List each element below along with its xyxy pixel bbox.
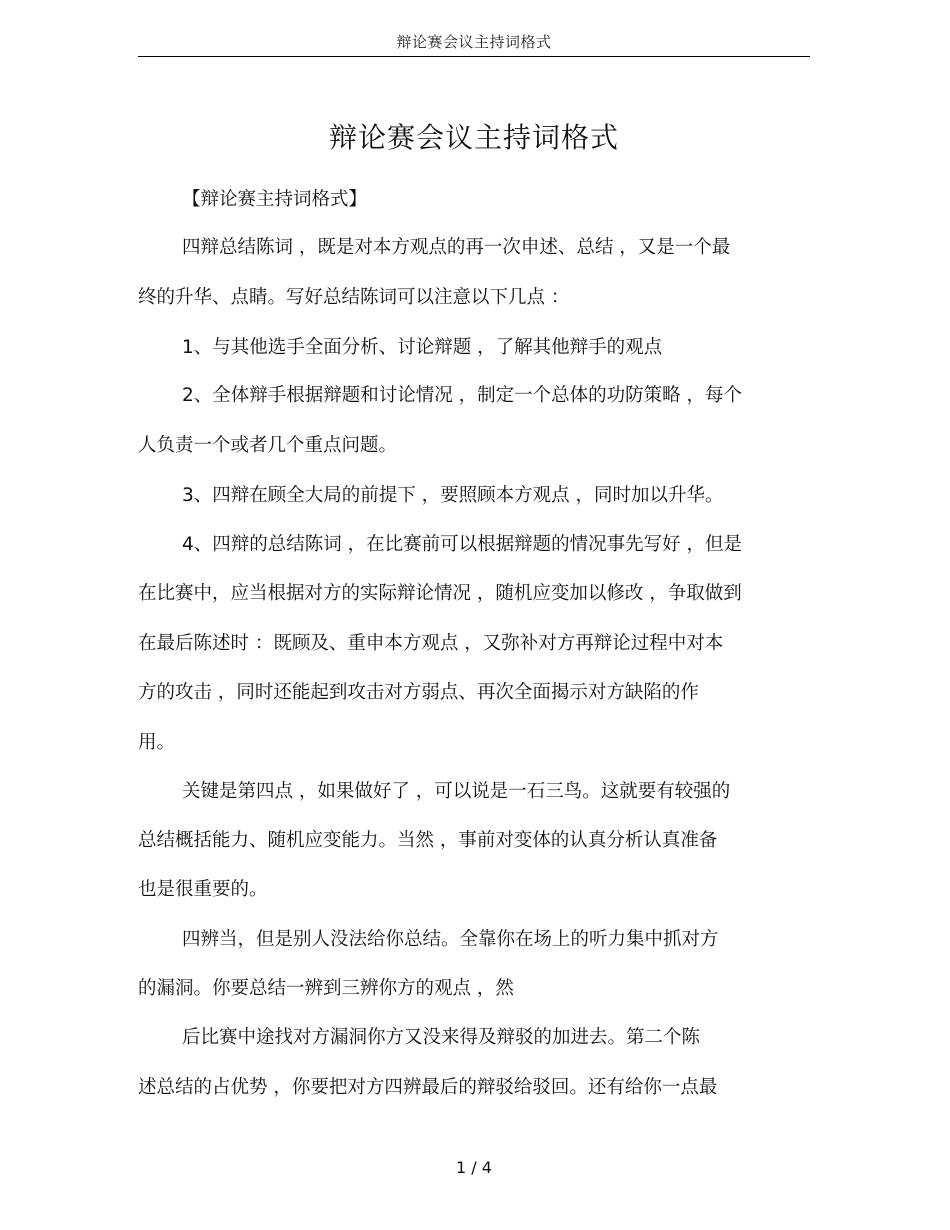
paragraph-line: 3、四辩在顾全大局的前提下 ，要照顾本方观点 ，同时加以升华。 xyxy=(182,485,724,506)
paragraph-line: 方的攻击 ，同时还能起到攻击对方弱点、再次全面揭示对方缺陷的作 xyxy=(138,682,699,703)
paragraph-line: 在比赛中，应当根据对方的实际辩论情况 ，随机应变加以修改 ，争取做到 xyxy=(138,583,742,604)
paragraph-line: 关键是第四点 ，如果做好了 ，可以说是一石三鸟。这就要有较强的 xyxy=(182,781,731,802)
paragraph-line: 总结概括能力、随机应变能力。当然 ，事前对变体的认真分析认真准备 xyxy=(138,830,718,851)
page-number: 1 / 4 xyxy=(456,1158,492,1177)
paragraph-line: 终的升华、点睛。写好总结陈词可以注意以下几点 ： xyxy=(138,287,570,308)
header-divider xyxy=(138,56,810,57)
document-title: 辩论赛会议主持词格式 xyxy=(328,121,619,154)
paragraph-line: 1、与其他选手全面分析、讨论辩题 ，了解其他辩手的观点 xyxy=(182,337,663,358)
paragraph-line: 后比赛中途找对方漏洞你方又没来得及辩驳的加进去。第二个陈 xyxy=(182,1027,701,1048)
paragraph-line: 用。 xyxy=(138,732,176,753)
paragraph-line: 人负责一个或者几个重点问题。 xyxy=(138,435,398,456)
paragraph-line: 述总结的占优势 ，你要把对方四辨最后的辩驳给驳回。还有给你一点最 xyxy=(138,1077,718,1098)
section-heading: 【辩论赛主持词格式】 xyxy=(182,189,368,210)
paragraph-line: 四辩总结陈词 ，既是对本方观点的再一次申述、总结 ，又是一个最 xyxy=(182,237,731,258)
paragraph-line: 的漏洞。你要总结一辨到三辨你方的观点 ，然 xyxy=(138,978,514,999)
running-header: 辩论赛会议主持词格式 xyxy=(396,33,552,51)
paragraph-line: 4、四辩的总结陈词 ，在比赛前可以根据辩题的情况事先写好 ，但是 xyxy=(182,534,743,555)
paragraph-line: 2、全体辩手根据辩题和讨论情况 ，制定一个总体的功防策略 ，每个 xyxy=(182,385,743,406)
paragraph-line: 也是很重要的。 xyxy=(138,879,268,900)
paragraph-line: 在最后陈述时 ：既顾及、重申本方观点 ，又弥补对方再辩论过程中对本 xyxy=(138,633,724,654)
paragraph-line: 四辨当，但是别人没法给你总结。全靠你在场上的听力集中抓对方 xyxy=(182,929,719,950)
